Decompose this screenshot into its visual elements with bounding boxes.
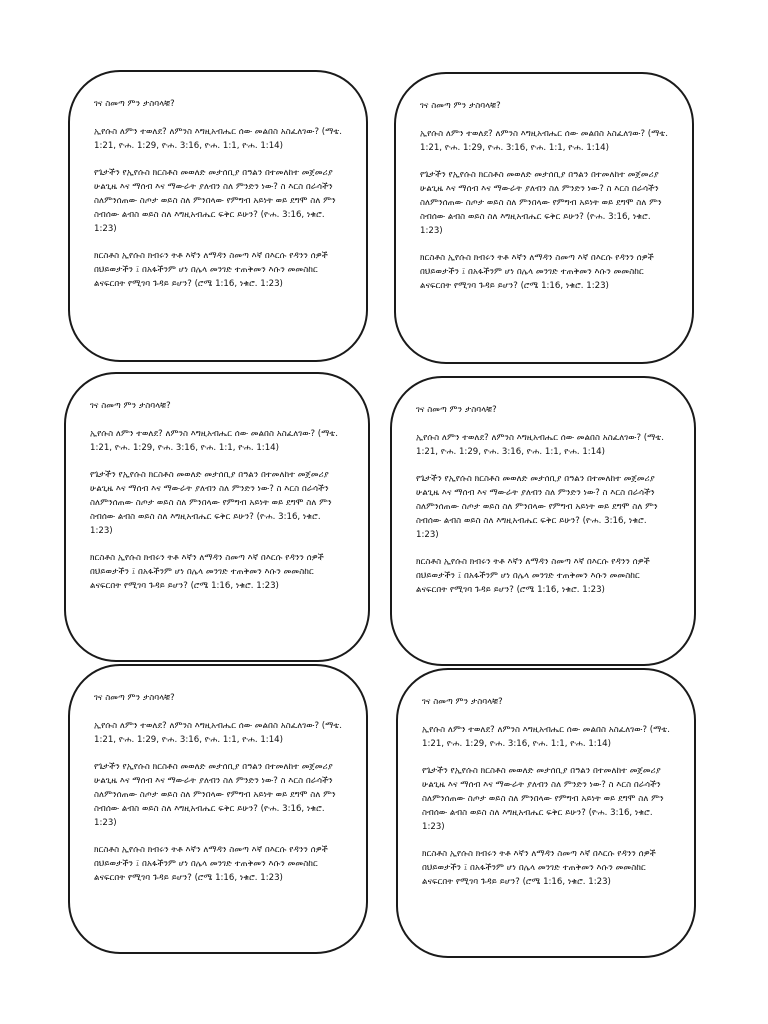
card-question-2: የጌታችን የኢየሱስ ክርስቶስ መወለድ መታሰቢያ በዓልን በተመለከተ መጀመሪያ ሁልጊዜ እና ማሰብ እና ማውራት ያለብን ስለ ምንድን ነው? ስ እርስ በራሳችን ስለምንሰጠው ስጦታ ወይስ ስለ ምንበላው የምግብ አይነት ወይ ደግሞ ስለ ምን ስብሰው ልብስ ወይስ ስለ እግዚአብሔር ፍቅር ይሁን? (ዮሐ. 3:16, ነቁሮ. 1:23) bbox=[90, 470, 332, 536]
card-question-3: ክርስቶስ ኢየሱስ ክብሩን ትቶ እኛን ለማዳን ስመጣ እኛ በእርሱ የዳንን ሰዎች በህይወታችን ፤ በአፋችንም ሆነ በሌላ መንገድ ተጠቅመን እሱን መመስከር ልናፍርበት የሚገባ ጉዳይ ይሆን? (ሮሜ 1:16, ነቁሮ. 1:23) bbox=[422, 849, 656, 887]
card-question-2: የጌታችን የኢየሱስ ክርስቶስ መወለድ መታሰቢያ በዓልን በተመለከተ መጀመሪያ ሁልጊዜ እና ማሰብ እና ማውራት ያለብን ስለ ምንድን ነው? ስ እርስ በራሳችን ስለምንሰጠው ስጦታ ወይስ ስለ ምንበላው የምግብ አይነት ወይ ደግሞ ስለ ምን ስብሰው ልብስ ወይስ ስለ እግዚአብሔር ፍቅር ይሁን? (ዮሐ. 3:16, ነቁሮ. 1:23) bbox=[422, 766, 664, 832]
question-card bbox=[68, 664, 368, 954]
question-card bbox=[64, 372, 370, 662]
card-title: ገና ስመጣ ምን ታስባላቹ? bbox=[416, 405, 497, 415]
card-question-1: ኢየሱስ ለምን ተወለደ? ለምንስ እግዚአብሔር ሰው መልበስ አስፈለገው? (ማቴ. 1:21, ዮሐ. 1:29, ዮሐ. 3:16, ዮሐ. 1:1, ዮሐ. 1:14) bbox=[416, 433, 664, 457]
card-title: ገና ስመጣ ምን ታስባላቹ? bbox=[422, 697, 503, 707]
card-question-3: ክርስቶስ ኢየሱስ ክብሩን ትቶ እኛን ለማዳን ስመጣ እኛ በእርሱ የዳንን ሰዎች በህይወታችን ፤ በአፋችንም ሆነ በሌላ መንገድ ተጠቅመን እሱን መመስከር ልናፍርበት የሚገባ ጉዳይ ይሆን? (ሮሜ 1:16, ነቁሮ. 1:23) bbox=[416, 557, 650, 595]
card-question-2: የጌታችን የኢየሱስ ክርስቶስ መወለድ መታሰቢያ በዓልን በተመለከተ መጀመሪያ ሁልጊዜ እና ማሰብ እና ማውራት ያለብን ስለ ምንድን ነው? ስ እርስ በራሳችን ስለምንሰጠው ስጦታ ወይስ ስለ ምንበላው የምግብ አይነት ወይ ደግሞ ስለ ምን ስብሰው ልብስ ወይስ ስለ እግዚአብሔር ፍቅር ይሁን? (ዮሐ. 3:16, ነቁሮ. 1:23) bbox=[94, 762, 336, 828]
card-question-1: ኢየሱስ ለምን ተወለደ? ለምንስ እግዚአብሔር ሰው መልበስ አስፈለገው? (ማቴ. 1:21, ዮሐ. 1:29, ዮሐ. 3:16, ዮሐ. 1:1, ዮሐ. 1:14) bbox=[422, 725, 670, 749]
question-card bbox=[68, 70, 368, 362]
card-question-1: ኢየሱስ ለምን ተወለደ? ለምንስ እግዚአብሔር ሰው መልበስ አስፈለገው? (ማቴ. 1:21, ዮሐ. 1:29, ዮሐ. 3:16, ዮሐ. 1:1, ዮሐ. 1:14) bbox=[94, 127, 342, 151]
card-question-1: ኢየሱስ ለምን ተወለደ? ለምንስ እግዚአብሔር ሰው መልበስ አስፈለገው? (ማቴ. 1:21, ዮሐ. 1:29, ዮሐ. 3:16, ዮሐ. 1:1, ዮሐ. 1:14) bbox=[90, 429, 338, 453]
card-title: ገና ስመጣ ምን ታስባላቹ? bbox=[94, 693, 175, 703]
card-question-3: ክርስቶስ ኢየሱስ ክብሩን ትቶ እኛን ለማዳን ስመጣ እኛ በእርሱ የዳንን ሰዎች በህይወታችን ፤ በአፋችንም ሆነ በሌላ መንገድ ተጠቅመን እሱን መመስከር ልናፍርበት የሚገባ ጉዳይ ይሆን? (ሮሜ 1:16, ነቁሮ. 1:23) bbox=[94, 845, 328, 883]
card-question-2: የጌታችን የኢየሱስ ክርስቶስ መወለድ መታሰቢያ በዓልን በተመለከተ መጀመሪያ ሁልጊዜ እና ማሰብ እና ማውራት ያለብን ስለ ምንድን ነው? ስ እርስ በራሳችን ስለምንሰጠው ስጦታ ወይስ ስለ ምንበላው የምግብ አይነት ወይ ደግሞ ስለ ምን ስብሰው ልብስ ወይስ ስለ እግዚአብሔር ፍቅር ይሁን? (ዮሐ. 3:16, ነቁሮ. 1:23) bbox=[94, 168, 336, 234]
card-question-1: ኢየሱስ ለምን ተወለደ? ለምንስ እግዚአብሔር ሰው መልበስ አስፈለገው? (ማቴ. 1:21, ዮሐ. 1:29, ዮሐ. 3:16, ዮሐ. 1:1, ዮሐ. 1:14) bbox=[94, 721, 342, 745]
card-title: ገና ስመጣ ምን ታስባላቹ? bbox=[90, 401, 171, 411]
card-question-3: ክርስቶስ ኢየሱስ ክብሩን ትቶ እኛን ለማዳን ስመጣ እኛ በእርሱ የዳንን ሰዎች በህይወታችን ፤ በአፋችንም ሆነ በሌላ መንገድ ተጠቅመን እሱን መመስከር ልናፍርበት የሚገባ ጉዳይ ይሆን? (ሮሜ 1:16, ነቁሮ. 1:23) bbox=[94, 251, 328, 289]
card-question-1: ኢየሱስ ለምን ተወለደ? ለምንስ እግዚአብሔር ሰው መልበስ አስፈለገው? (ማቴ. 1:21, ዮሐ. 1:29, ዮሐ. 3:16, ዮሐ. 1:1, ዮሐ. 1:14) bbox=[420, 129, 668, 153]
card-question-2: የጌታችን የኢየሱስ ክርስቶስ መወለድ መታሰቢያ በዓልን በተመለከተ መጀመሪያ ሁልጊዜ እና ማሰብ እና ማውራት ያለብን ስለ ምንድን ነው? ስ እርስ በራሳችን ስለምንሰጠው ስጦታ ወይስ ስለ ምንበላው የምግብ አይነት ወይ ደግሞ ስለ ምን ስብሰው ልብስ ወይስ ስለ እግዚአብሔር ፍቅር ይሁን? (ዮሐ. 3:16, ነቁሮ. 1:23) bbox=[420, 170, 662, 236]
card-title: ገና ስመጣ ምን ታስባላቹ? bbox=[420, 101, 501, 111]
question-card bbox=[390, 376, 696, 666]
card-title: ገና ስመጣ ምን ታስባላቹ? bbox=[94, 99, 175, 109]
card-question-3: ክርስቶስ ኢየሱስ ክብሩን ትቶ እኛን ለማዳን ስመጣ እኛ በእርሱ የዳንን ሰዎች በህይወታችን ፤ በአፋችንም ሆነ በሌላ መንገድ ተጠቅመን እሱን መመስከር ልናፍርበት የሚገባ ጉዳይ ይሆን? (ሮሜ 1:16, ነቁሮ. 1:23) bbox=[420, 253, 654, 291]
card-question-3: ክርስቶስ ኢየሱስ ክብሩን ትቶ እኛን ለማዳን ስመጣ እኛ በእርሱ የዳንን ሰዎች በህይወታችን ፤ በአፋችንም ሆነ በሌላ መንገድ ተጠቅመን እሱን መመስከር ልናፍርበት የሚገባ ጉዳይ ይሆን? (ሮሜ 1:16, ነቁሮ. 1:23) bbox=[90, 553, 324, 591]
question-card bbox=[396, 668, 696, 958]
question-card bbox=[394, 72, 694, 364]
card-question-2: የጌታችን የኢየሱስ ክርስቶስ መወለድ መታሰቢያ በዓልን በተመለከተ መጀመሪያ ሁልጊዜ እና ማሰብ እና ማውራት ያለብን ስለ ምንድን ነው? ስ እርስ በራሳችን ስለምንሰጠው ስጦታ ወይስ ስለ ምንበላው የምግብ አይነት ወይ ደግሞ ስለ ምን ስብሰው ልብስ ወይስ ስለ እግዚአብሔር ፍቅር ይሁን? (ዮሐ. 3:16, ነቁሮ. 1:23) bbox=[416, 474, 658, 540]
